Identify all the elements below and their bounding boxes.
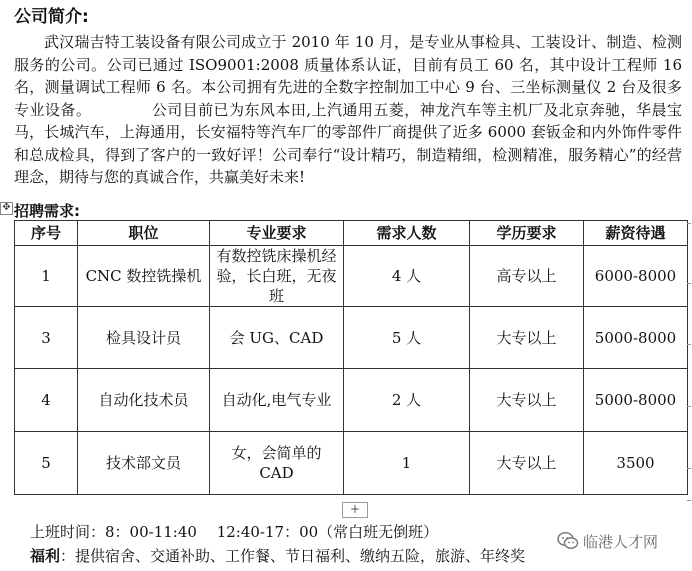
- cell-no: 4: [15, 369, 78, 432]
- intro-part-2: 公司目前已为东风本田,上汽通用五菱，神龙汽车等主机厂及北京奔驰，华晨宝马，长城汽车，上海通用，长安福特等汽车厂的零部件厂商提供了近多 6000 套钣金和内外饰件零件和总成检具，得到了客户的一致好评！公司奉行“设计精巧，制造精细，检测精准，服务精心”的经营理念，期待与您的真诚合作，共赢美好未来!: [14, 100, 682, 186]
- col-header-requirement: 专业要求: [210, 221, 344, 246]
- cell-requirement: 会 UG、CAD: [210, 307, 344, 369]
- cell-education: 大专以上: [470, 369, 584, 432]
- cell-count: 2 人: [344, 369, 470, 432]
- cell-position: 自动化技术员: [78, 369, 210, 432]
- cell-salary: 6000-8000: [584, 246, 688, 307]
- recruitment-table: [14, 220, 688, 495]
- recruit-heading: 招聘需求:: [14, 202, 80, 220]
- company-intro: [14, 31, 682, 189]
- watermark: [557, 530, 658, 552]
- cell-salary: 5000-8000: [584, 369, 688, 432]
- col-header-position: 职位: [78, 221, 210, 246]
- cell-position: 技术部文员: [78, 432, 210, 495]
- table-row: [15, 307, 688, 369]
- table-move-handle[interactable]: ✥: [0, 202, 13, 215]
- cell-requirement: 自动化,电气专业: [210, 369, 344, 432]
- cell-count: 1: [344, 432, 470, 495]
- cell-education: 大专以上: [470, 307, 584, 369]
- table-row: [15, 369, 688, 432]
- welfare-text: ：提供宿舍、交通补助、工作餐、节日福利、缴纳五险，旅游、年终奖: [60, 547, 526, 565]
- cell-position: CNC 数控铣操机: [78, 246, 210, 307]
- cell-count: 5 人: [344, 307, 470, 369]
- table-header-row: [15, 221, 688, 246]
- company-heading: 公司简介:: [14, 7, 89, 27]
- welfare-line: [30, 545, 525, 566]
- cell-no: 3: [15, 307, 78, 369]
- intro-part-1: 武汉瑞吉特工装设备有限公司成立于 2010 年 10 月，是专业从事检具、工装设计、制造、检测服务的公司。公司已通过 ISO9001:2008 质量体系认证，目前有员工 60 名，其中设计工程师 16 名，测量调试工程师 6 名。本公司拥有先进的全数字控制加工中心 9 台、三坐标测量仪 2 台及很多专业设备。: [14, 33, 682, 119]
- watermark-text: 临港人才网: [583, 532, 659, 551]
- cell-no: 5: [15, 432, 78, 495]
- col-header-education: 学历要求: [470, 221, 584, 246]
- col-header-count: 需求人数: [344, 221, 470, 246]
- cell-position: 检具设计员: [78, 307, 210, 369]
- col-header-no: 序号: [15, 221, 78, 246]
- cell-requirement: 女，会简单的 CAD: [210, 432, 344, 495]
- table-row: [15, 246, 688, 307]
- table-row: [15, 432, 688, 495]
- cell-education: 大专以上: [470, 432, 584, 495]
- cell-count: 4 人: [344, 246, 470, 307]
- add-row-button[interactable]: +: [342, 502, 368, 518]
- cell-no: 1: [15, 246, 78, 307]
- cell-requirement: 有数控铣床操机经验，长白班，无夜班: [210, 246, 344, 307]
- col-header-salary: 薪资待遇: [584, 221, 688, 246]
- cell-salary: 5000-8000: [584, 307, 688, 369]
- welfare-label: 福利: [30, 547, 61, 565]
- cell-salary: 3500: [584, 432, 688, 495]
- cell-education: 高专以上: [470, 246, 584, 307]
- wechat-icon: [557, 531, 579, 551]
- working-hours: 上班时间：8：00-11:40 12:40-17：00（常白班无倒班）: [30, 523, 439, 541]
- right-margin-marks: [686, 215, 692, 505]
